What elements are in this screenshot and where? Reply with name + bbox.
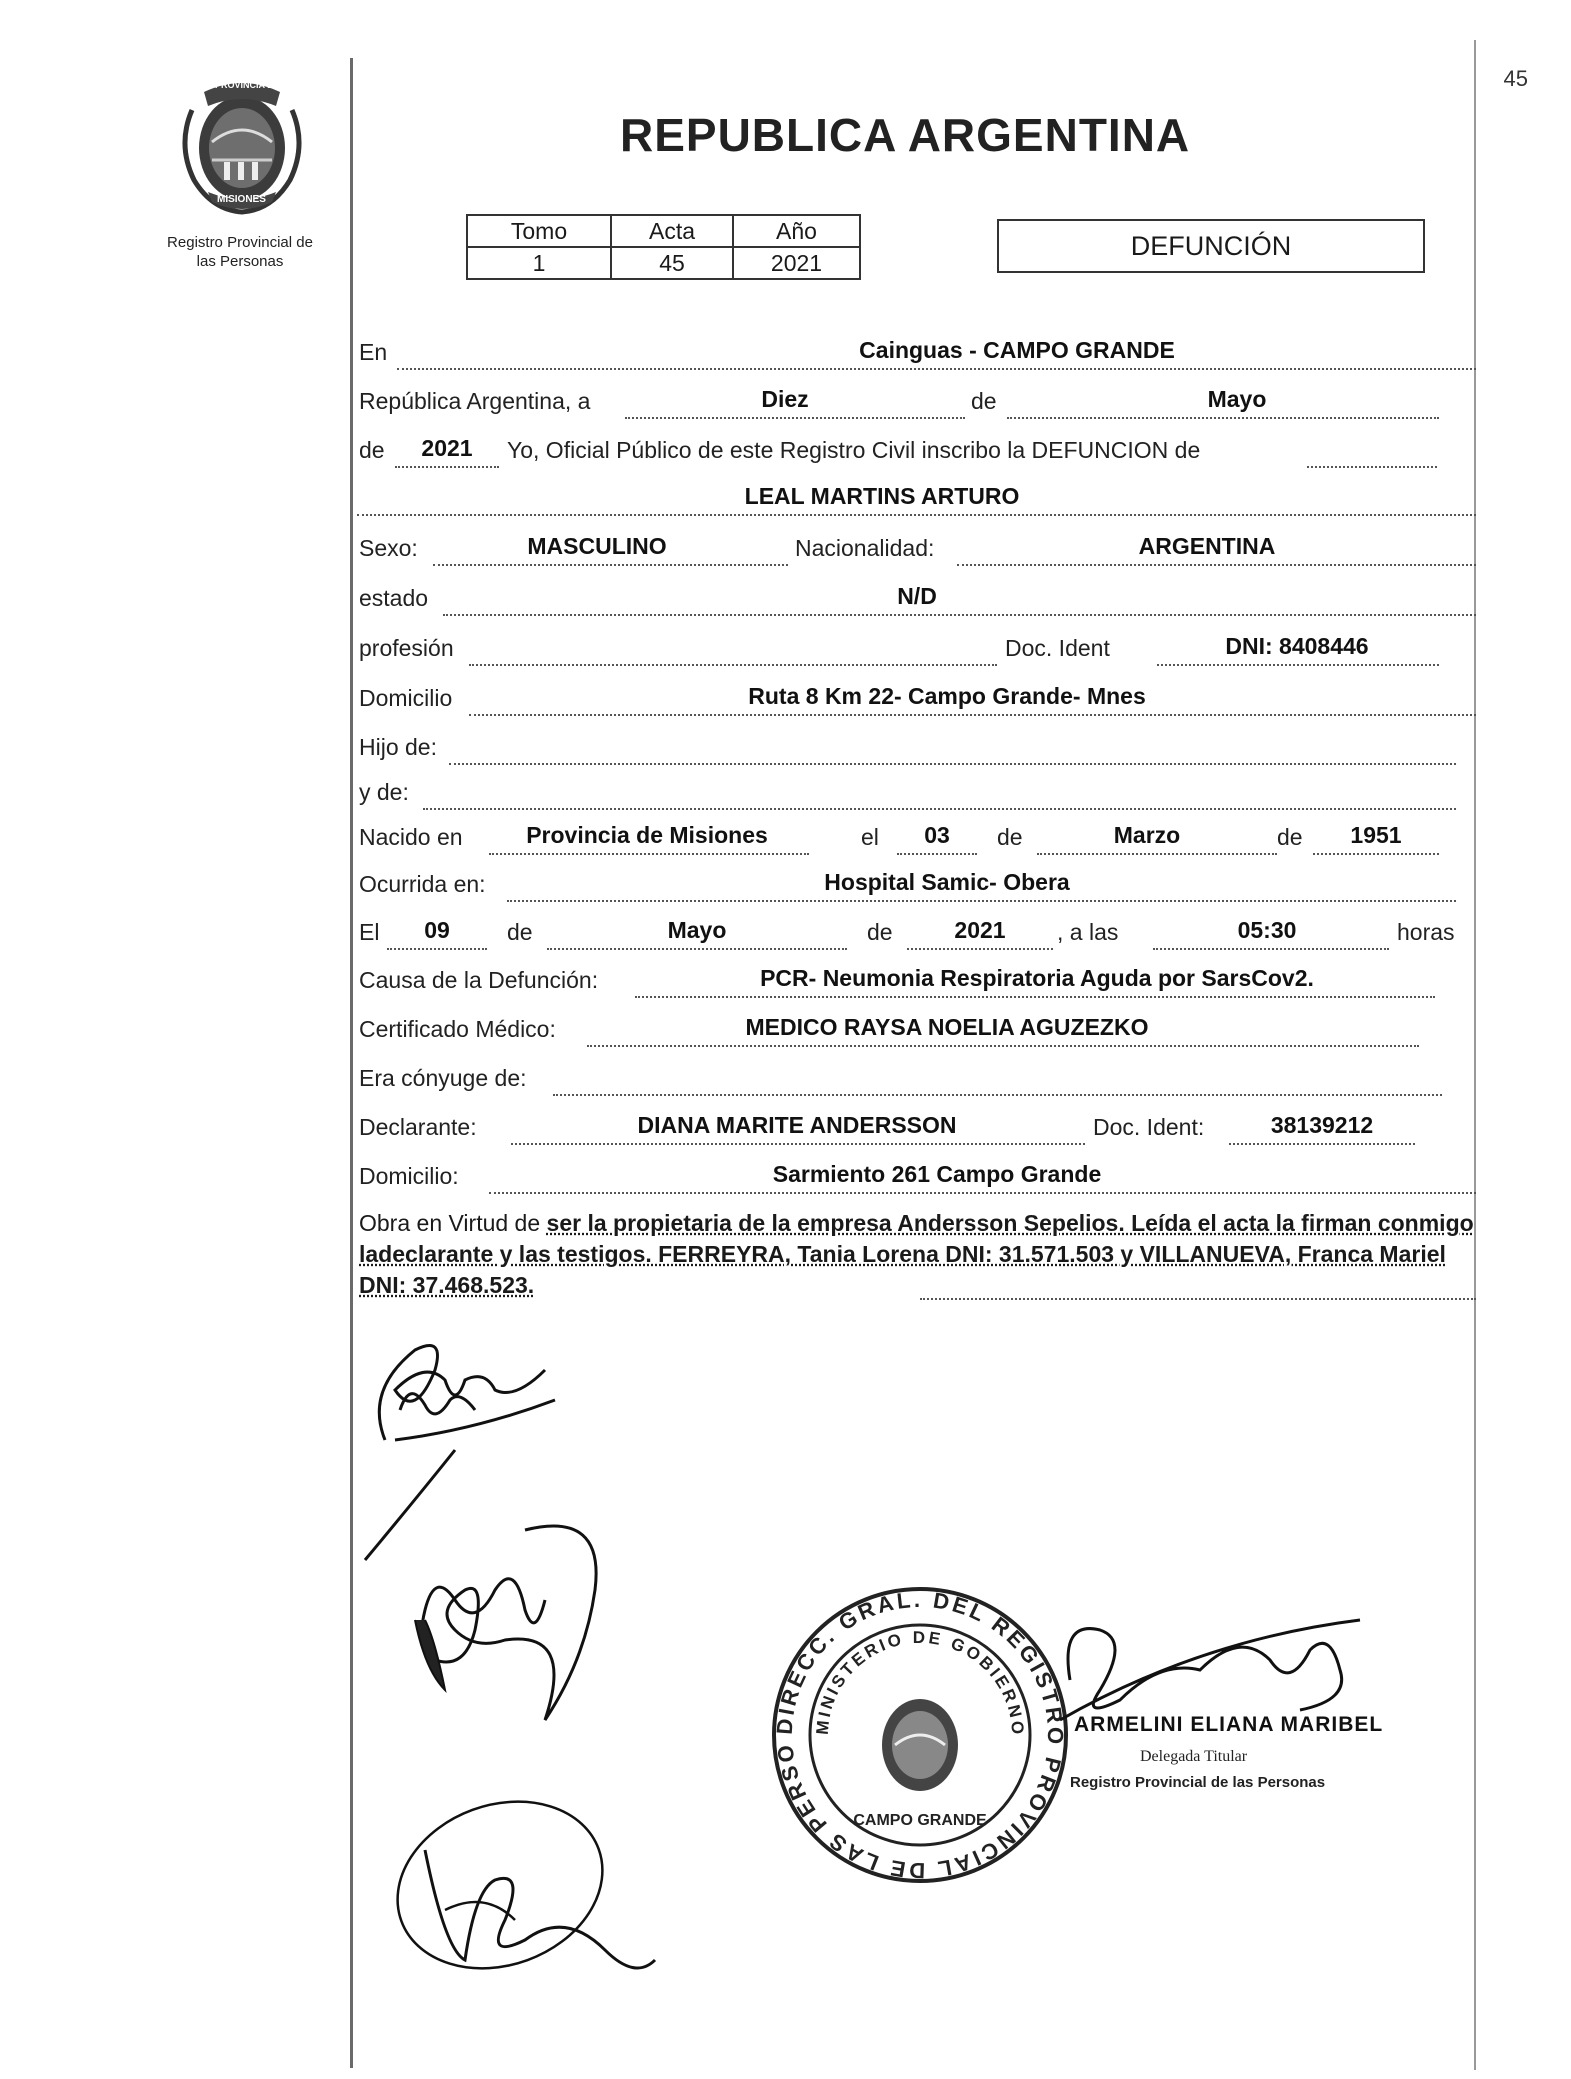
declarante-line — [511, 1143, 1085, 1145]
logo-text-bottom: MISIONES — [217, 194, 266, 205]
obra-label: Obra en Virtud de — [359, 1210, 541, 1236]
sexo-label: Sexo: — [359, 535, 418, 561]
official-office: Registro Provincial de las Personas — [1070, 1774, 1326, 1791]
row-nombre — [357, 480, 1476, 516]
official-stamp — [760, 1565, 1070, 1885]
row-fecha — [357, 383, 1476, 419]
official-name: ARMELINI ELIANA MARIBEL — [1074, 1713, 1384, 1736]
doc-ident2-label: Doc. Ident: — [1093, 1114, 1205, 1140]
def-mes-value: Mayo — [667, 917, 727, 943]
profesion-line — [469, 664, 997, 666]
certificado-value: MEDICO RAYSA NOELIA AGUZEZKO — [745, 1014, 1149, 1040]
en-line — [397, 368, 1476, 370]
record-table-value-acta: 45 — [611, 247, 733, 279]
registry-caption-line1: Registro Provincial de — [167, 234, 313, 251]
row-profesion — [357, 630, 1476, 666]
conyuge-line — [553, 1094, 1442, 1096]
republica-label: República Argentina, a — [359, 388, 591, 414]
estado-line — [443, 614, 1476, 616]
stamp-outer-text: DIRECC. GRAL. DEL REGISTRO PROVINCIAL DE LAS PERSONAS — [760, 1565, 1069, 1884]
domicilio-value: Ruta 8 Km 22- Campo Grande- Mnes — [748, 683, 1146, 709]
nac-anio-value: 1951 — [1350, 822, 1402, 848]
nac-mes-line — [1037, 853, 1277, 855]
row-hijo — [357, 729, 1476, 765]
stamp-inner-text: MINISTERIO DE GOBIERNO — [812, 1627, 1028, 1738]
row-domicilio — [357, 680, 1476, 716]
nombre-line — [357, 514, 1476, 516]
mes-line — [1007, 417, 1439, 419]
row-en — [357, 334, 1476, 370]
row-certificado — [357, 1011, 1476, 1047]
estado-label: estado — [359, 585, 429, 611]
profesion-label: profesión — [359, 635, 454, 661]
obra-text: ser la propietaria de la empresa Andersson Sepelios. Leída el acta la firman conmigo ladeclarante y las testigos. FERREYRA, Tania Lorena DNI: 31.571.503 y VILLANUEVA, Franca Mariel DNI: 37.468.523. — [359, 1210, 1474, 1298]
domicilio2-label: Domicilio: — [359, 1163, 459, 1189]
nac-dia-line — [897, 853, 977, 855]
record-table-header-anio: Año — [733, 215, 860, 247]
signature-3 — [385, 1790, 665, 1990]
page-number: 45 — [1503, 66, 1528, 91]
def-anio-value: 2021 — [954, 917, 1006, 943]
inscripcion-line — [1307, 466, 1437, 468]
yde-label: y de: — [359, 779, 409, 805]
nac-mes-value: Marzo — [1113, 822, 1181, 848]
causa-label: Causa de la Defunción: — [359, 967, 599, 993]
row-sexo — [357, 530, 1476, 566]
anio-value: 2021 — [421, 435, 473, 461]
domicilio-line — [469, 714, 1476, 716]
row-yde — [357, 774, 1476, 810]
doc-ident-value: DNI: 8408446 — [1225, 633, 1369, 659]
yde-line — [423, 808, 1456, 810]
anio-line — [395, 466, 499, 468]
sexo-value: MASCULINO — [527, 533, 667, 559]
nacionalidad-line — [957, 564, 1476, 566]
doc-ident-label: Doc. Ident — [1005, 635, 1110, 661]
declarante-value: DIANA MARITE ANDERSSON — [637, 1112, 957, 1138]
record-table — [466, 214, 861, 280]
row-fecha-defuncion — [357, 914, 1476, 950]
nacionalidad-value: ARGENTINA — [1138, 533, 1276, 559]
nacido-label: Nacido en — [359, 824, 463, 850]
dia-line — [625, 417, 965, 419]
record-type-box: DEFUNCIÓN — [997, 219, 1425, 273]
alas-label: , a las — [1057, 919, 1119, 945]
el2-label: El — [359, 919, 380, 945]
def-mes-line — [547, 948, 847, 950]
sexo-line — [433, 564, 788, 566]
record-table-value-anio: 2021 — [733, 247, 860, 279]
ocurrida-line — [507, 900, 1456, 902]
row-causa — [357, 962, 1476, 998]
record-table-header-acta: Acta — [611, 215, 733, 247]
domicilio2-line — [489, 1192, 1476, 1194]
ocurrida-label: Ocurrida en: — [359, 871, 486, 897]
hora-line — [1153, 948, 1389, 950]
stamp-bottom-text: CAMPO GRANDE — [853, 1812, 987, 1829]
record-table-header-row — [467, 215, 860, 247]
nacionalidad-label: Nacionalidad: — [795, 535, 935, 561]
nombre-value: LEAL MARTINS ARTURO — [744, 483, 1020, 509]
domicilio2-value: Sarmiento 261 Campo Grande — [772, 1161, 1102, 1187]
left-margin-line — [350, 58, 353, 2068]
doc-ident2-line — [1229, 1143, 1415, 1145]
row-declarante — [357, 1109, 1476, 1145]
page-title: REPUBLICA ARGENTINA — [620, 109, 1191, 161]
nacido-line — [489, 853, 809, 855]
row-inscripcion — [357, 432, 1476, 468]
row-domicilio2 — [357, 1158, 1476, 1194]
doc-ident2-value: 38139212 — [1270, 1112, 1374, 1138]
obra-paragraph — [359, 1208, 1474, 1301]
nacido-value: Provincia de Misiones — [526, 822, 768, 848]
record-table-header-tomo: Tomo — [467, 215, 611, 247]
doc-ident-line — [1157, 664, 1439, 666]
ocurrida-value: Hospital Samic- Obera — [824, 869, 1070, 895]
de-label-6: de — [867, 919, 893, 945]
registry-caption — [140, 233, 340, 271]
def-dia-value: 09 — [424, 917, 450, 943]
record-table-value-tomo: 1 — [467, 247, 611, 279]
causa-value: PCR- Neumonia Respiratoria Aguda por SarsCov2. — [760, 965, 1314, 991]
de-label-3: de — [997, 824, 1023, 850]
paragraph-bottom-line — [920, 1298, 1476, 1300]
declarante-label: Declarante: — [359, 1114, 477, 1140]
record-table-value-row — [467, 247, 860, 279]
nac-anio-line — [1313, 853, 1439, 855]
row-ocurrida — [357, 866, 1476, 902]
mes-value: Mayo — [1207, 386, 1267, 412]
row-nacido — [357, 819, 1476, 855]
provincial-logo — [172, 70, 312, 220]
registry-caption-line2: las Personas — [196, 253, 284, 270]
conyuge-label: Era cónyuge de: — [359, 1065, 527, 1091]
en-value: Cainguas - CAMPO GRANDE — [859, 337, 1175, 363]
row-conyuge — [357, 1060, 1476, 1096]
nac-dia-value: 03 — [924, 822, 950, 848]
el-label: el — [861, 824, 879, 850]
def-dia-line — [387, 948, 487, 950]
de-label-4: de — [1277, 824, 1303, 850]
dia-value: Diez — [761, 386, 809, 412]
certificado-label: Certificado Médico: — [359, 1016, 556, 1042]
de-label-2: de — [359, 437, 385, 463]
causa-line — [635, 996, 1435, 998]
def-anio-line — [907, 948, 1053, 950]
hijo-line — [449, 763, 1456, 765]
yo-text: Yo, Oficial Público de este Registro Civil inscribo la DEFUNCION de — [507, 437, 1201, 463]
en-label: En — [359, 339, 388, 365]
de-label-1: de — [971, 388, 997, 414]
signature-2 — [395, 1510, 635, 1760]
horas-label: horas — [1397, 919, 1455, 945]
row-estado — [357, 580, 1476, 616]
logo-text-top: PROVINCIA DE — [215, 80, 280, 90]
domicilio-label: Domicilio — [359, 685, 453, 711]
hijo-label: Hijo de: — [359, 734, 437, 760]
certificado-line — [587, 1045, 1419, 1047]
estado-value: N/D — [897, 583, 937, 609]
de-label-5: de — [507, 919, 533, 945]
hora-value: 05:30 — [1237, 917, 1297, 943]
official-role: Delegada Titular — [1140, 1748, 1248, 1765]
